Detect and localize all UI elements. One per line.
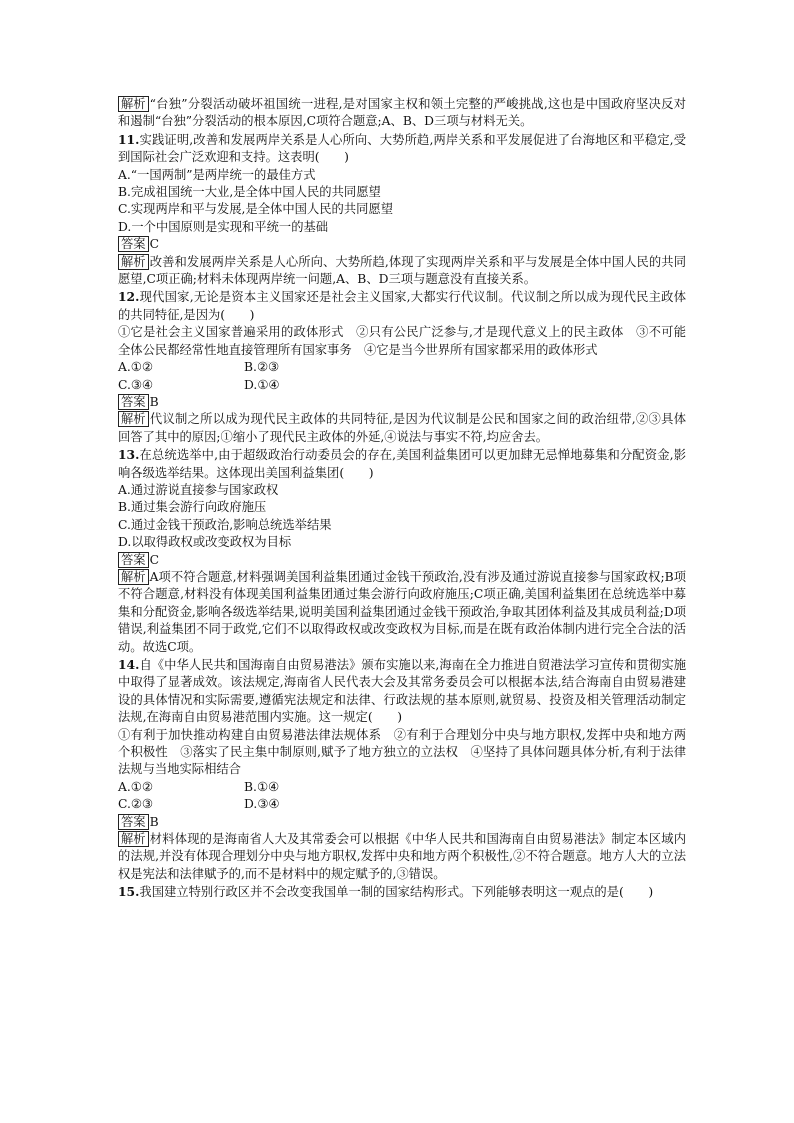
option-text: A.①② <box>118 779 153 794</box>
question-number: 12. <box>118 289 140 305</box>
document-page <box>118 96 686 902</box>
answer-tag: 答案 <box>118 394 149 410</box>
paragraph-text: 代议制之所以成为现代民主政体的共同特征,是因为代议制是公民和国家之间的政治纽带,②③具体回答了其中的原因;①缩小了现代民主政体的外延,④说法与事实不符,均应舍去。 <box>118 412 686 444</box>
option-text <box>118 219 686 236</box>
paragraph-text: C <box>149 237 160 252</box>
paragraph-text: A项不符合题意,材料强调美国利益集团通过金钱干预政治,没有涉及通过游说直接参与国家政权;B项不符合题意,材料没有体现美国利益集团通过集会游行向政府施压;C项正确,美国利益集团在总统选举中募集和分配资金,影响各级选举结果,说明美国利益集团通过金钱干预政治,争取其团体利益及其成员利益;D项错误,利益集团不同于政党,它们不以取得政权或改变政权为目标,而是在既有政治体制内进行完全合法的活动。故选C项。 <box>118 569 686 654</box>
option-text: C.②③ <box>118 797 153 812</box>
option-text <box>118 517 686 534</box>
option-row <box>118 377 686 394</box>
paragraph-text: “台独”分裂活动破坏祖国统一进程,是对国家主权和领土完整的严峻挑战,这也是中国政府坚决反对和遏制“台独”分裂活动的根本原因,C项符合题意;A、B、D三项与材料无关。 <box>118 97 686 129</box>
paragraph-text: 材料体现的是海南省人大及其常委会可以根据《中华人民共和国海南自由贸易港法》制定本区域内的法规,并没有体现合理划分中央与地方职权,发挥中央和地方两个积极性,②不符合题意。地方人大的立法权是宪法和法律赋予的,而不是材料中的规定赋予的,③错误。 <box>118 832 686 881</box>
option-text <box>118 534 686 551</box>
analysis-tag: 解析 <box>118 96 149 112</box>
analysis-paragraph <box>118 411 686 446</box>
statement-list <box>118 324 686 359</box>
paragraph-text: C.通过金钱干预政治,影响总统选举结果 <box>118 517 332 532</box>
paragraph-text: D.以取得政权或改变政权为目标 <box>118 535 292 550</box>
option-text <box>118 184 686 201</box>
paragraph-text: B <box>149 814 159 829</box>
analysis-tag: 解析 <box>118 254 149 270</box>
paragraph-text: A.“一国两制”是两岸统一的最佳方式 <box>118 167 316 182</box>
option-text <box>118 482 686 499</box>
statement-list <box>118 727 686 779</box>
option-text: D.①④ <box>244 377 280 392</box>
answer-line <box>118 236 686 253</box>
paragraph-text: ①有利于加快推动构建自由贸易港法律法规体系 ②有利于合理划分中央与地方职权,发挥中央和地方两个积极性 ③落实了民主集中制原则,赋予了地方独立的立法权 ④坚持了具体问题具体分析,有利于法律法规与当地实际相结合 <box>118 727 686 777</box>
analysis-tag: 解析 <box>118 831 149 847</box>
option-text: A.①② <box>118 360 153 375</box>
answer-tag: 答案 <box>118 236 149 252</box>
paragraph-text: A.通过游说直接参与国家政权 <box>118 482 279 497</box>
answer-line <box>118 552 686 569</box>
option-row <box>118 359 686 376</box>
option-text: B.①④ <box>244 779 279 794</box>
analysis-paragraph <box>118 831 686 883</box>
question-number: 11. <box>118 131 140 147</box>
question-stem <box>118 446 686 482</box>
paragraph-text: 我国建立特别行政区并不会改变我国单一制的国家结构形式。下列能够表明这一观点的是( ) <box>139 885 654 900</box>
question-number: 14. <box>118 657 140 672</box>
question-number: 15. <box>118 884 140 900</box>
paragraph-text: D.一个中国原则是实现和平统一的基础 <box>118 219 329 234</box>
answer-line <box>118 394 686 411</box>
analysis-tag: 解析 <box>118 411 149 427</box>
option-text: D.③④ <box>244 797 280 812</box>
question-stem <box>118 131 686 167</box>
option-text <box>118 201 686 218</box>
analysis-paragraph <box>118 254 686 289</box>
paragraph-text: ①它是社会主义国家普遍采用的政体形式 ②只有公民广泛参与,才是现代意义上的民主政体 ③不可能全体公民都经常性地直接管理所有国家事务 ④它是当今世界所有国家都采用的政体形式 <box>118 325 686 357</box>
paragraph-text: 自《中华人民共和国海南自由贸易港法》颁布实施以来,海南在全力推进自贸港法学习宣传和贯彻实施中取得了显著成效。该法规定,海南省人民代表大会及其常务委员会可以根据本法,结合海南自由贸易港建设的具体情况和实际需要,遵循宪法规定和法律、行政法规的基本原则,就贸易、投资及相关管理活动制定法规,在海南自由贸易港范围内实施。这一规定( ) <box>118 658 686 725</box>
option-text: B.②③ <box>244 360 279 375</box>
analysis-tag: 解析 <box>118 569 149 585</box>
answer-line <box>118 814 686 831</box>
option-text: C.③④ <box>118 377 153 392</box>
question-stem <box>118 288 686 324</box>
paragraph-text: B.完成祖国统一大业,是全体中国人民的共同愿望 <box>118 185 381 200</box>
paragraph-text: B.通过集会游行向政府施压 <box>118 500 267 515</box>
question-number: 13. <box>118 447 140 463</box>
option-row <box>118 796 686 813</box>
question-stem <box>118 883 686 901</box>
paragraph-text: C.实现两岸和平与发展,是全体中国人民的共同愿望 <box>118 202 394 217</box>
paragraph-text: 实践证明,改善和发展两岸关系是人心所向、大势所趋,两岸关系和平发展促进了台海地区和平稳定,受到国际社会广泛欢迎和支持。这表明( ) <box>118 132 686 165</box>
paragraph-text: C <box>149 552 160 567</box>
option-text <box>118 167 686 184</box>
analysis-paragraph <box>118 96 686 131</box>
analysis-paragraph <box>118 569 686 656</box>
question-stem <box>118 656 686 727</box>
paragraph-text: 在总统选举中,由于超级政治行动委员会的存在,美国利益集团可以更加肆无忌惮地募集和分配资金,影响各级选举结果。这体现出美国利益集团( ) <box>118 448 686 480</box>
option-text <box>118 499 686 516</box>
paragraph-text: 改善和发展两岸关系是人心所向、大势所趋,体现了实现两岸关系和平与发展是全体中国人民的共同愿望,C项正确;材料未体现两岸统一问题,A、B、D三项与题意没有直接关系。 <box>118 254 686 287</box>
option-row <box>118 779 686 796</box>
answer-tag: 答案 <box>118 552 149 568</box>
paragraph-text: 现代国家,无论是资本主义国家还是社会主义国家,大都实行代议制。代议制之所以成为现代民主政体的共同特征,是因为( ) <box>118 290 686 322</box>
paragraph-text: B <box>149 394 159 409</box>
answer-tag: 答案 <box>118 814 149 830</box>
